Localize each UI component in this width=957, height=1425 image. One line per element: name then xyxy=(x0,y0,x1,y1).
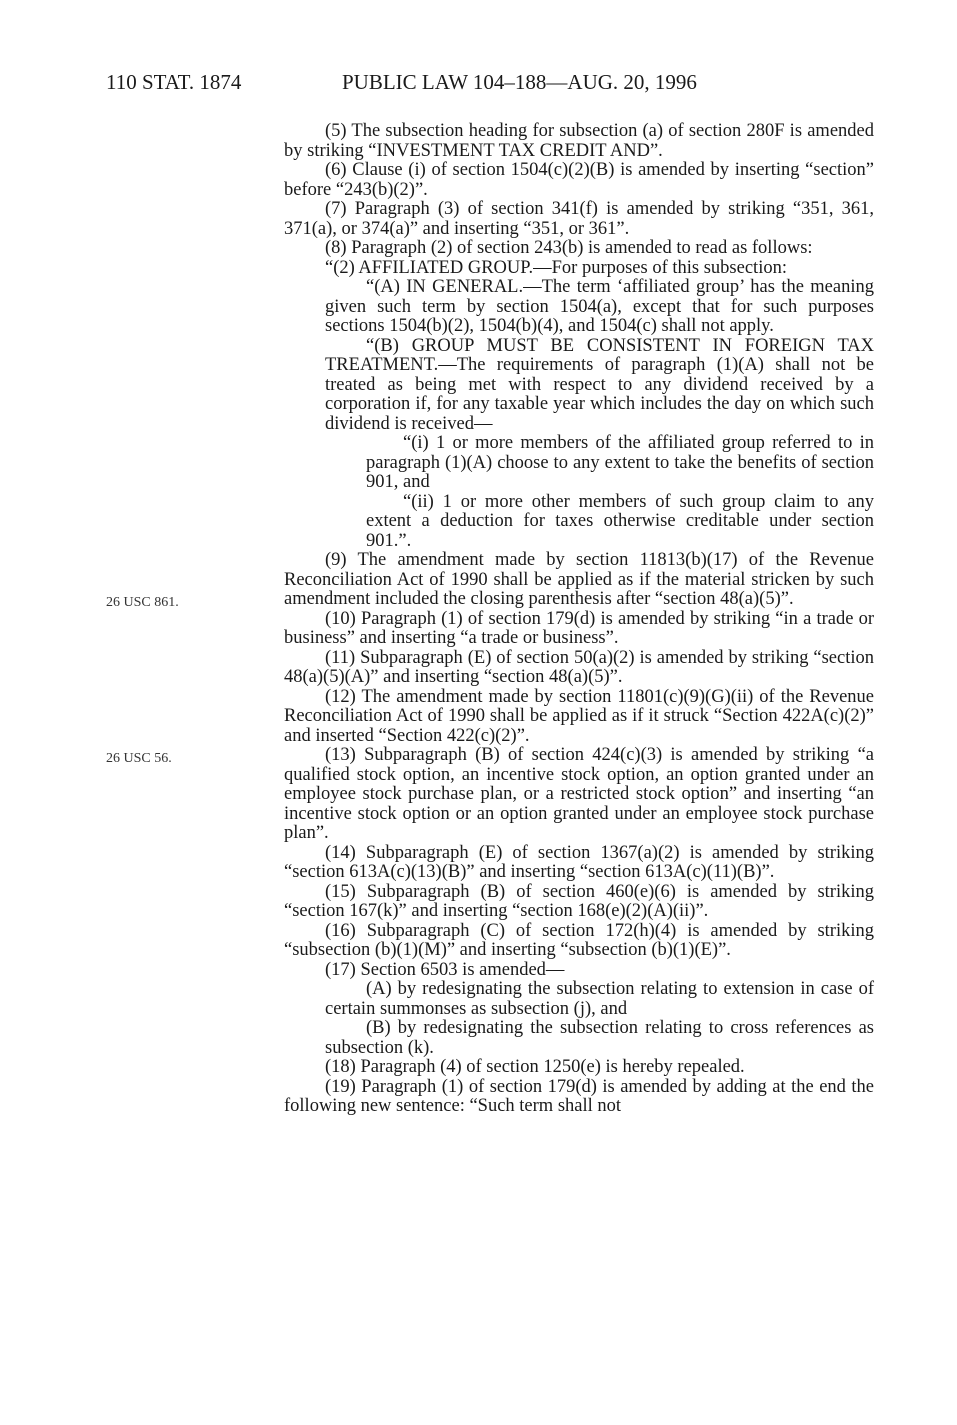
paragraph-9: (9) The amendment made by section 11813(b)(17) of the Revenue Reconciliation Act of 1990 shall be applied as if the material stricken by such amendment included the closing parenthesis after “section 48(a)(5)”. xyxy=(284,550,874,609)
paragraph-8-2-b-group-consistent: “(B) GROUP MUST BE CONSISTENT IN FOREIGN TAX TREATMENT.—The requirements of paragraph (1)(A) shall not be treated as being met with respect to any dividend received by a corporation if, for any taxable year which includes the day on which such dividend is received— xyxy=(325,335,874,434)
paragraph-19: (19) Paragraph (1) of section 179(d) is amended by adding at the end the following new sentence: “Such term shall not xyxy=(284,1076,874,1116)
paragraph-17-a: (A) by redesignating the subsection relating to extension in case of certain summonses as subsection (j), and xyxy=(325,979,874,1019)
paragraph-8-2-affiliated-group: “(2) AFFILIATED GROUP.—For purposes of this subsection: xyxy=(325,257,787,278)
paragraph-17-b: (B) by redesignating the subsection relating to cross references as subsection (k). xyxy=(325,1018,874,1058)
page-header xyxy=(0,70,957,100)
paragraph-15: (15) Subparagraph (B) of section 460(e)(6) is amended by striking “section 167(k)” and inserting “section 168(e)(2)(A)(ii)”. xyxy=(284,881,874,921)
paragraph-7: (7) Paragraph (3) of section 341(f) is amended by striking “351, 361, 371(a), or 374(a)” and inserting “351, or 361”. xyxy=(284,199,874,239)
paragraph-16: (16) Subparagraph (C) of section 172(h)(4) is amended by striking “subsection (b)(1)(M)” and inserting “subsection (b)(1)(E)”. xyxy=(284,920,874,960)
paragraph-12: (12) The amendment made by section 11801(c)(9)(G)(ii) of the Revenue Reconciliation Act of 1990 shall be applied as if it struck “Section 422A(c)(2)” and inserted “Section 422(c)(2)”. xyxy=(284,686,874,746)
paragraph-13: (13) Subparagraph (B) of section 424(c)(3) is amended by striking “a qualified stock option, an incentive stock option, an option granted under an employee stock purchase plan, or a restricted stock option” and inserting “an incentive stock option or an option granted under an employee stock purchase plan”. xyxy=(284,745,874,843)
law-title: PUBLIC LAW 104–188—AUG. 20, 1996 xyxy=(342,70,697,94)
paragraph-5: (5) The subsection heading for subsection (a) of section 280F is amended by striking “INVESTMENT TAX CREDIT AND”. xyxy=(284,121,874,161)
paragraph-18: (18) Paragraph (4) of section 1250(e) is hereby repealed. xyxy=(325,1057,745,1077)
paragraph-14: (14) Subparagraph (E) of section 1367(a)(2) is amended by striking “section 613A(c)(13)(B)” and inserting “section 613A(c)(11)(B)”. xyxy=(284,842,874,882)
margin-note-usc-56: 26 USC 56. xyxy=(106,751,172,766)
paragraph-11: (11) Subparagraph (E) of section 50(a)(2) is amended by striking “section 48(a)(5)(A)” and inserting “section 48(a)(5)”. xyxy=(284,647,874,687)
margin-note-usc-861: 26 USC 861. xyxy=(106,595,179,610)
paragraph-17: (17) Section 6503 is amended— xyxy=(325,959,565,980)
statute-page-reference: 110 STAT. 1874 xyxy=(106,70,242,94)
paragraph-6: (6) Clause (i) of section 1504(c)(2)(B) is amended by inserting “section” before “243(b)(2)”. xyxy=(284,160,874,200)
paragraph-8-2-b-i: “(i) 1 or more members of the affiliated group referred to in paragraph (1)(A) choose to any extent to take the benefits of section 901, and xyxy=(366,433,874,492)
body-text xyxy=(284,122,874,1117)
paragraph-8: (8) Paragraph (2) of section 243(b) is amended to read as follows: xyxy=(325,238,813,258)
paragraph-8-2-a-in-general: “(A) IN GENERAL.—The term ‘affiliated group’ has the meaning given such term by section 1504(a), except that for such purposes sections 1504(b)(2), 1504(b)(4), and 1504(c) shall not apply. xyxy=(325,277,874,336)
paragraph-10: (10) Paragraph (1) of section 179(d) is amended by striking “in a trade or business” and inserting “a trade or business”. xyxy=(284,608,874,648)
paragraph-8-2-b-ii: “(ii) 1 or more other members of such group claim to any extent a deduction for taxes otherwise creditable under section 901.”. xyxy=(366,491,874,551)
